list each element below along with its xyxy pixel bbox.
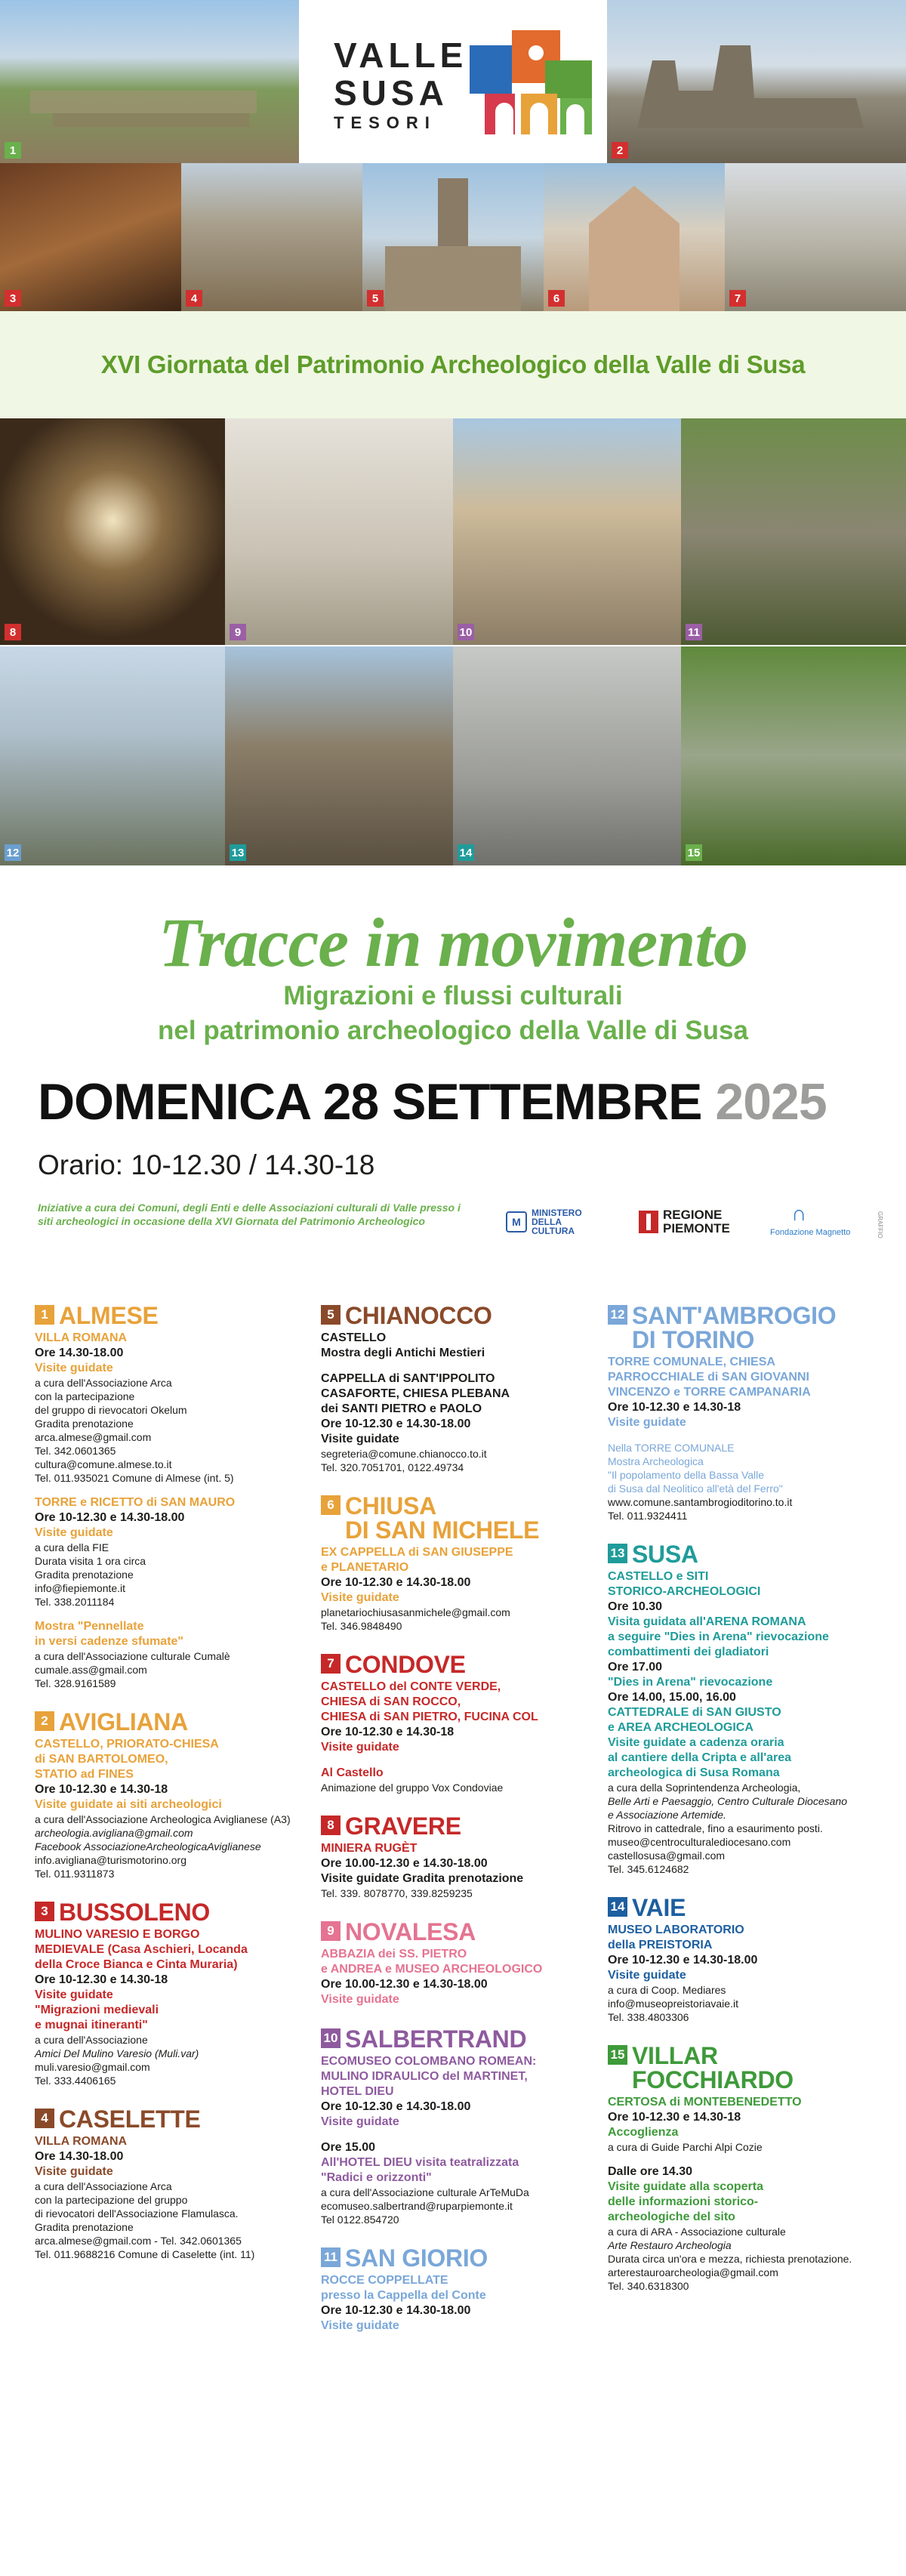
site-phone: Tel. 011.9324411 <box>608 1510 688 1522</box>
site-activity: combattimenti dei gladiatori <box>608 1646 769 1658</box>
site-activity: "Migrazioni medievali <box>35 2004 159 2016</box>
column-3 <box>608 1303 872 2312</box>
site-activity: Visite guidate a cadenza oraria <box>608 1736 784 1749</box>
site-location: CASTELLO del CONTE VERDE, <box>321 1680 501 1693</box>
site-number-badge: 5 <box>321 1305 341 1325</box>
site-header <box>321 1303 585 1328</box>
site-location: ABBAZIA dei SS. PIETRO <box>321 1948 467 1961</box>
site-email: museo@centroculturalediocesano.com <box>608 1836 791 1848</box>
site-activity: All'HOTEL DIEU visita teatralizzata <box>321 2156 519 2169</box>
regione-label: REGIONE PIEMONTE <box>663 1208 730 1236</box>
photo-number: 6 <box>548 290 565 307</box>
site-phone: Tel. 346.9848490 <box>321 1620 402 1632</box>
site-location: ROCCE COPPELLATE <box>321 2274 448 2287</box>
site-activity: "Dies in Arena" rievocazione <box>608 1676 773 1689</box>
site-name: ALMESE <box>59 1302 159 1329</box>
site-activity: Visite guidate alla scoperta <box>608 2180 764 2193</box>
site-name: CHIANOCCO <box>345 1302 492 1329</box>
site-location: ECOMUSEO COLOMBANO ROMEAN: <box>321 2055 537 2068</box>
site-activity: Visite guidate ai siti archeologici <box>35 1798 222 1811</box>
site-location: MUSEO LABORATORIO <box>608 1924 744 1936</box>
site-hours: Ore 15.00 <box>321 2141 376 2154</box>
site-name <box>632 1303 836 1352</box>
fondazione-magnetto-logo <box>770 1201 850 1237</box>
site-condove <box>321 1652 585 1794</box>
site-organizer: Amici Del Mulino Varesio (Muli.var) <box>35 2047 199 2059</box>
site-activity: archeologiche del sito <box>608 2210 735 2223</box>
site-location: CATTEDRALE di SAN GIUSTO <box>608 1706 781 1719</box>
site-location: PARROCCHIALE di SAN GIOVANNI <box>608 1371 809 1384</box>
valle-susa-tesori-logo <box>299 21 607 142</box>
site-chiusa-san-michele <box>321 1494 585 1633</box>
site-number-badge: 7 <box>321 1654 341 1674</box>
ministero-mark-icon: M <box>506 1211 527 1232</box>
site-email: info@museopreistoriavaie.it <box>608 1998 738 2010</box>
photo-museum-finds <box>225 418 453 645</box>
site-booking: Gradita prenotazione <box>35 1569 134 1581</box>
event-year: 2025 <box>715 1073 827 1131</box>
site-number-badge: 3 <box>35 1902 54 1921</box>
site-header <box>35 1710 299 1734</box>
photo-number: 1 <box>5 142 21 159</box>
site-phone: Tel. 339. 8078770, 339.8259235 <box>321 1887 473 1899</box>
site-email: info@fiepiemonte.it <box>35 1582 126 1594</box>
site-header <box>35 1303 299 1328</box>
site-header <box>35 2107 299 2131</box>
site-bussoleno <box>35 1900 299 2087</box>
photo-prehistoric-tools <box>453 646 681 865</box>
event-theme-line2: nel patrimonio archeologico della Valle di Susa <box>158 1016 748 1045</box>
site-activity: Visite guidate <box>321 1741 399 1754</box>
site-organizer: a cura dell'Associazione culturale ArTeMuDa <box>321 2186 529 2198</box>
site-location: CASTELLO e SITI <box>608 1570 709 1583</box>
site-number-badge: 13 <box>608 1544 627 1563</box>
ministero-cultura-logo <box>506 1208 599 1236</box>
site-name: BUSSOLENO <box>59 1899 210 1926</box>
site-activity: Visite guidate <box>35 2165 113 2178</box>
site-exhibition: Mostra "Pennellate <box>35 1620 144 1633</box>
site-email: segreteria@comune.chianocco.to.it <box>321 1448 487 1460</box>
site-name: SUSA <box>632 1541 698 1568</box>
site-hours: Ore 10-12.30 e 14.30-18 <box>608 1401 741 1414</box>
site-name: AVIGLIANA <box>59 1708 188 1735</box>
site-phone: Tel. 011.9688216 Comune di Caselette (int. 11) <box>35 2248 255 2260</box>
site-header <box>608 2044 872 2092</box>
site-activity: al cantiere della Cripta e all'area <box>608 1751 792 1764</box>
photo-number: 11 <box>686 624 702 640</box>
site-header <box>321 1652 585 1677</box>
site-susa <box>608 1542 872 1876</box>
site-phone: Tel 0122.854720 <box>321 2214 399 2226</box>
site-number-badge: 10 <box>321 2028 341 2048</box>
site-activity: delle informazioni storico- <box>608 2195 759 2208</box>
site-email: arca.almese@gmail.com <box>35 1431 152 1443</box>
site-hours: Ore 10-12.30 e 14.30-18.00 <box>321 2100 471 2113</box>
site-location: Al Castello <box>321 1766 384 1779</box>
site-hours: Ore 10-12.30 e 14.30-18.00 <box>321 1418 471 1430</box>
ministero-label: MINISTERO DELLA CULTURA <box>532 1208 582 1236</box>
site-location: HOTEL DIEU <box>321 2085 394 2098</box>
site-header <box>35 1900 299 1924</box>
site-header <box>321 1920 585 1944</box>
site-name: GRAVERE <box>345 1812 461 1840</box>
site-number-badge: 6 <box>321 1495 341 1515</box>
magnetto-label: Fondazione Magnetto <box>770 1228 851 1237</box>
site-phone: Tel. 338.4803306 <box>608 2011 689 2023</box>
site-location: e PLANETARIO <box>321 1561 409 1574</box>
site-location: CHIESA di SAN ROCCO, <box>321 1695 461 1708</box>
site-number-badge: 4 <box>35 2109 54 2128</box>
site-activity: Visite guidate <box>608 1416 686 1429</box>
site-activity: archeologica di Susa Romana <box>608 1766 780 1779</box>
site-location: e AREA ARCHEOLOGICA <box>608 1721 753 1734</box>
photo-bell-tower <box>362 163 544 311</box>
site-email: cumale.ass@gmail.com <box>35 1664 147 1676</box>
photo-mill-interior <box>0 163 181 311</box>
site-location: CERTOSA di MONTEBENEDETTO <box>608 2096 802 2109</box>
site-name-line2: DI SAN MICHELE <box>345 1516 540 1544</box>
site-note: con la partecipazione <box>35 1390 135 1402</box>
site-hours: Ore 10-12.30 e 14.30-18 <box>321 1726 455 1738</box>
site-social: Facebook AssociazioneArcheologicaAviglianese <box>35 1840 261 1853</box>
site-header <box>321 1814 585 1838</box>
site-organizer: e Associazione Artemide. <box>608 1809 726 1821</box>
site-activity: Visite guidate <box>608 1969 686 1982</box>
photo-excavation-site <box>181 163 362 311</box>
site-location: STATIO ad FINES <box>35 1768 134 1781</box>
site-hours: Dalle ore 14.30 <box>608 2165 693 2178</box>
site-activity: Visite guidate <box>35 1526 113 1539</box>
site-hours: Ore 10-12.30 e 14.30-18.00 <box>321 1576 471 1589</box>
photo-mine-tunnel <box>0 418 225 645</box>
site-phone: Tel. 328.9161589 <box>35 1677 116 1689</box>
site-location: presso la Cappella del Conte <box>321 2289 486 2302</box>
site-name <box>632 2044 794 2092</box>
photo-number: 5 <box>367 290 384 307</box>
site-header <box>321 1494 585 1542</box>
event-theme-line1: Migrazioni e flussi culturali <box>283 981 623 1010</box>
photo-number: 10 <box>458 624 474 640</box>
event-subtitle: XVI Giornata del Patrimonio Archeologico della Valle di Susa <box>100 350 806 378</box>
photo-church-facade <box>544 163 725 311</box>
site-phone: Tel. 320.7051701, 0122.49734 <box>321 1461 464 1473</box>
site-header <box>321 2246 585 2270</box>
site-location: CASTELLO, PRIORATO-CHIESA <box>35 1738 219 1751</box>
site-hours: Ore 14.00, 15.00, 16.00 <box>608 1691 736 1704</box>
site-location: della PREISTORIA <box>608 1939 713 1951</box>
site-activity: Accoglienza <box>608 2126 679 2139</box>
site-booking: Gradita prenotazione <box>35 2221 134 2233</box>
regione-shield-icon <box>639 1211 658 1233</box>
site-organizer: a cura della Soprintendenza Archeologia, <box>608 1782 801 1794</box>
site-name-line2: FOCCHIARDO <box>632 2066 794 2093</box>
site-location: CAPPELLA di SANT'IPPOLITO <box>321 1372 495 1385</box>
site-note: Durata visita 1 ora circa <box>35 1555 146 1567</box>
site-note: del gruppo di rievocatori Okelum <box>35 1404 187 1416</box>
site-hours: Ore 10-12.30 e 14.30-18 <box>35 1783 168 1796</box>
site-organizer: a cura di Coop. Mediares <box>608 1984 726 1996</box>
site-email: ecomuseo.salbertrand@ruparpiemonte.it <box>321 2200 513 2212</box>
site-phone: Tel. 011.9311873 <box>35 1868 115 1880</box>
site-organizer: a cura dell'Associazione <box>35 2034 148 2046</box>
site-location: Nella TORRE COMUNALE <box>608 1442 735 1454</box>
graphic-credit: GRAFFIO <box>877 1211 883 1239</box>
site-hours: Ore 10-12.30 e 14.30-18.00 <box>608 1954 758 1967</box>
site-number-badge: 12 <box>608 1305 627 1325</box>
site-email: arterestauroarcheologia@gmail.com <box>608 2266 778 2278</box>
site-organizer: Belle Arti e Paesaggio, Centro Culturale Diocesano <box>608 1795 847 1807</box>
site-activity: e mugnai itineranti" <box>35 2019 148 2031</box>
event-hours: Orario: 10-12.30 / 14.30-18 <box>38 1149 375 1180</box>
site-activity: Visite guidate Gradita prenotazione <box>321 1872 524 1885</box>
photo-number: 9 <box>230 624 246 640</box>
site-header <box>321 2027 585 2051</box>
site-name-line1: SANT'AMBROGIO <box>632 1302 837 1329</box>
site-header <box>608 1303 872 1352</box>
site-hours: Ore 17.00 <box>608 1661 663 1674</box>
site-number-badge: 1 <box>35 1305 54 1325</box>
photo-number: 7 <box>729 290 746 307</box>
site-activity: Visite guidate <box>35 1362 113 1374</box>
site-contact: arca.almese@gmail.com - Tel. 342.0601365 <box>35 2235 242 2247</box>
site-caselette <box>35 2107 299 2261</box>
site-exhibition: in versi cadenze sfumate" <box>35 1635 183 1648</box>
site-hours: Ore 10.00-12.30 e 14.30-18.00 <box>321 1857 488 1870</box>
site-organizer: a cura di Guide Parchi Alpi Cozie <box>608 2141 763 2153</box>
site-hours: Ore 10-12.30 e 14.30-18 <box>608 2111 741 2124</box>
church-illustration <box>544 163 725 311</box>
site-gravere <box>321 1814 585 1900</box>
site-organizer: a cura dell'Associazione culturale Cumalè <box>35 1650 230 1662</box>
site-name: CASELETTE <box>59 2106 201 2133</box>
site-location: dei SANTI PIETRO e PAOLO <box>321 1402 482 1415</box>
event-date-day: DOMENICA 28 SETTEMBRE <box>38 1073 702 1131</box>
site-exhibition: di Susa dal Neolitico all'età del Ferro" <box>608 1482 783 1495</box>
logo-mark-icon <box>470 30 598 136</box>
site-almese <box>35 1303 299 1690</box>
site-organizer: Arte Restauro Archeologia <box>608 2239 732 2251</box>
site-header <box>608 1896 872 1920</box>
site-location: della Croce Bianca e Cinta Muraria) <box>35 1958 238 1971</box>
site-email: info.avigliana@turismotorino.org <box>35 1854 186 1866</box>
site-location: di SAN BARTOLOMEO, <box>35 1753 168 1766</box>
site-avigliana <box>35 1710 299 1880</box>
site-number-badge: 15 <box>608 2045 627 2065</box>
photo-number: 4 <box>186 290 202 307</box>
site-santambrogio <box>608 1303 872 1522</box>
subtitle-bar <box>0 311 906 418</box>
site-number-badge: 2 <box>35 1711 54 1731</box>
site-exhibition: Mostra Archeologica <box>608 1455 704 1467</box>
site-name-line1: CHIUSA <box>345 1492 436 1519</box>
site-location: MINIERA RUGÈT <box>321 1842 418 1855</box>
site-name-line1: VILLAR <box>632 2042 718 2069</box>
photo-number: 3 <box>5 290 21 307</box>
site-hours: Ore 10-12.30 e 14.30-18.00 <box>321 2304 471 2317</box>
photo-villa-romana-almese <box>0 0 299 163</box>
event-theme <box>0 979 906 1048</box>
site-activity: Visite guidate <box>321 1433 399 1445</box>
site-activity: Visite guidate <box>321 1591 399 1604</box>
photo-cup-marked-rock <box>681 418 906 645</box>
logo-text-valle: VALLE <box>334 35 468 75</box>
site-organizer: a cura dell'Associazione Archeologica Aviglianese (A3) <box>35 1813 291 1825</box>
site-email: muli.varesio@gmail.com <box>35 2061 150 2073</box>
site-note: Durata circa un'ora e mezza, richiesta prenotazione. <box>608 2253 852 2265</box>
site-number-badge: 14 <box>608 1897 627 1917</box>
site-activity: Visita guidata all'ARENA ROMANA <box>608 1615 806 1628</box>
ruins-illustration <box>0 0 299 163</box>
site-booking: Gradita prenotazione <box>35 1418 134 1430</box>
site-activity: Visite guidate <box>35 1988 113 2001</box>
site-vaie <box>608 1896 872 2024</box>
photo-tower-and-mountain <box>0 646 225 865</box>
site-location: MULINO VARESIO E BORGO <box>35 1928 200 1941</box>
site-phone: Tel. 340.6318300 <box>608 2280 689 2292</box>
site-hours: Ore 14.30-18.00 <box>35 2150 124 2163</box>
photo-old-building <box>453 418 681 645</box>
site-number-badge: 9 <box>321 1921 341 1941</box>
site-activity: "Radici e orizzonti" <box>321 2171 432 2184</box>
site-location: VILLA ROMANA <box>35 2135 128 2148</box>
site-name: NOVALESA <box>345 1918 476 1945</box>
site-villar-focchiardo <box>608 2044 872 2293</box>
logo-text-susa: SUSA <box>334 73 448 113</box>
site-location: STORICO-ARCHEOLOGICI <box>608 1585 761 1598</box>
site-location: MEDIEVALE (Casa Aschieri, Locanda <box>35 1943 248 1956</box>
photo-charterhouse <box>681 646 906 865</box>
site-organizer: a cura di ARA - Associazione culturale <box>608 2226 786 2238</box>
site-name: SAN GIORIO <box>345 2244 488 2272</box>
site-location: EX CAPPELLA di SAN GIUSEPPE <box>321 1546 513 1559</box>
site-phone: Tel. 338.2011184 <box>35 1596 115 1608</box>
site-activity: a seguire "Dies in Arena" rievocazione <box>608 1630 829 1643</box>
site-name: CONDOVE <box>345 1651 466 1678</box>
site-hours: Ore 10.30 <box>608 1600 663 1613</box>
site-phone: Tel. 333.4406165 <box>35 2075 116 2087</box>
site-location: CHIESA di SAN PIETRO, FUCINA COL <box>321 1711 538 1723</box>
magnetto-mark-icon: ∩ <box>790 1202 807 1225</box>
photo-number: 2 <box>612 142 628 159</box>
site-organizer: a cura dell'Associazione Arca <box>35 2180 172 2192</box>
castle-illustration <box>607 0 906 163</box>
site-email: cultura@comune.almese.to.it <box>35 1458 172 1470</box>
site-exhibition: "Il popolamento della Bassa Valle <box>608 1469 765 1481</box>
site-location: TORRE e RICETTO di SAN MAURO <box>35 1496 236 1509</box>
site-email: planetariochiusasanmichele@gmail.com <box>321 1606 510 1618</box>
tower-illustration <box>362 163 544 311</box>
site-san-giorio <box>321 2246 585 2334</box>
initiative-note: Iniziative a cura dei Comuni, degli Enti e delle Associazioni culturali di Valle presso i siti archeologici in occasione della XVI Giornata del Patrimonio Archeologico <box>38 1202 461 1227</box>
site-number-badge: 8 <box>321 1816 341 1835</box>
photo-number: 8 <box>5 624 21 640</box>
site-activity: Visite guidate <box>321 2319 399 2332</box>
site-name-line2: DI TORINO <box>632 1326 755 1353</box>
site-location: CASTELLO <box>321 1331 387 1344</box>
site-hours: Ore 10-12.30 e 14.30-18 <box>35 1973 168 1986</box>
site-location: VILLA ROMANA <box>35 1331 128 1344</box>
site-name: SALBERTRAND <box>345 2025 527 2053</box>
site-salbertrand <box>321 2027 585 2226</box>
site-email: castellosusa@gmail.com <box>608 1849 726 1862</box>
site-location: VINCENZO e TORRE CAMPANARIA <box>608 1386 811 1399</box>
site-activity: Visite guidate <box>321 1993 399 2006</box>
photo-chapel <box>725 163 906 311</box>
site-note: Ritrovo in cattedrale, fino a esaurimento posti. <box>608 1822 823 1834</box>
site-exhibition: Mostra degli Antichi Mestieri <box>321 1347 485 1359</box>
site-chianocco <box>321 1303 585 1474</box>
site-name: VAIE <box>632 1894 686 1921</box>
site-activity: Visite guidate <box>321 2115 399 2128</box>
site-name <box>345 1494 539 1542</box>
site-organizer: a cura dell'Associazione Arca <box>35 1377 172 1389</box>
site-novalesa <box>321 1920 585 2007</box>
site-note: di rievocatori dell'Associazione Flamulasca. <box>35 2207 239 2220</box>
site-header <box>608 1542 872 1566</box>
regione-piemonte-logo <box>639 1208 731 1236</box>
site-activity: Animazione del gruppo Vox Condoviae <box>321 1782 504 1794</box>
site-email: archeologia.avigliana@gmail.com <box>35 1827 193 1839</box>
event-date <box>38 1072 827 1131</box>
site-location: e ANDREA e MUSEO ARCHEOLOGICO <box>321 1963 543 1976</box>
site-hours: Ore 10-12.30 e 14.30-18.00 <box>35 1511 185 1524</box>
site-location: TORRE COMUNALE, CHIESA <box>608 1356 775 1368</box>
photo-castle-ruins <box>607 0 906 163</box>
site-note: con la partecipazione del gruppo <box>35 2194 188 2206</box>
site-phone: Tel. 342.0601365 <box>35 1445 116 1457</box>
partner-logos <box>491 1201 883 1258</box>
logo-text-tesori: TESORI <box>334 113 436 132</box>
site-location: CASAFORTE, CHIESA PLEBANA <box>321 1387 510 1400</box>
site-website: www.comune.santambrogioditorino.to.it <box>608 1496 793 1508</box>
event-title: Tracce in movimento <box>159 904 747 981</box>
photo-number: 12 <box>5 844 21 861</box>
site-phone: Tel. 345.6124682 <box>608 1863 689 1875</box>
photo-roman-arches <box>225 646 453 865</box>
photo-number: 13 <box>230 844 246 861</box>
site-hours: Ore 10.00-12.30 e 14.30-18.00 <box>321 1978 488 1991</box>
photo-number: 15 <box>686 844 702 861</box>
photo-number: 14 <box>458 844 474 861</box>
site-organizer: a cura della FIE <box>35 1541 109 1553</box>
site-hours: Ore 14.30-18.00 <box>35 1347 124 1359</box>
site-phone: Tel. 011.935021 Comune di Almese (int. 5) <box>35 1472 234 1484</box>
site-location: MULINO IDRAULICO del MARTINET, <box>321 2070 528 2083</box>
column-1 <box>35 1303 299 2281</box>
site-number-badge: 11 <box>321 2247 341 2267</box>
column-2 <box>321 1303 585 2353</box>
